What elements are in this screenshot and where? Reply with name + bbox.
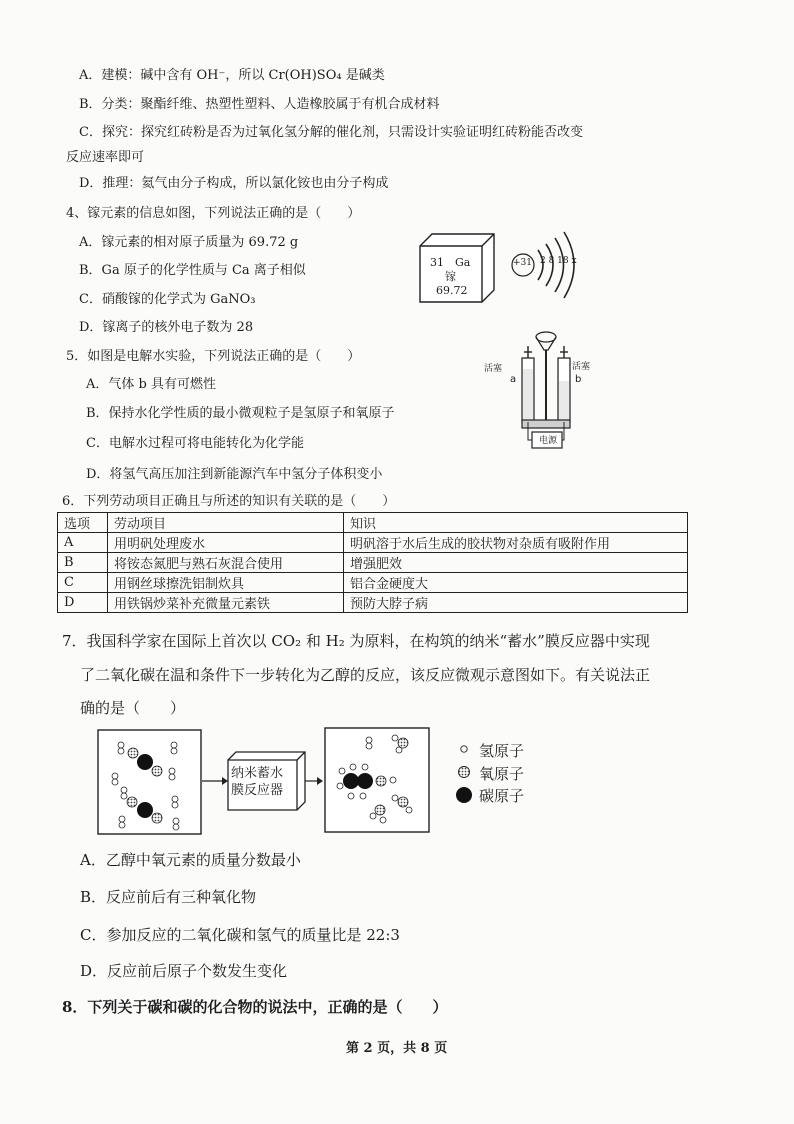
q5-option-a: A．气体 b 具有可燃性 <box>86 377 216 392</box>
reactor-label-line2: 膜反应器 <box>231 783 284 798</box>
gas-b-label: b <box>575 374 582 385</box>
electrolysis-apparatus-figure <box>498 328 602 452</box>
table-header-row <box>58 513 688 533</box>
legend-hydrogen: 氢原子 <box>479 742 525 760</box>
legend-carbon: 碳原子 <box>479 787 525 805</box>
reactor-label-line1: 纳米蓄水 <box>231 766 284 781</box>
prev-option-c-cont: 反应速率即可 <box>66 150 145 165</box>
q6-table <box>57 512 688 613</box>
q7-option-b: B．反应前后有三种氧化物 <box>80 888 257 906</box>
table-cell: 明矾溶于水后生成的胶状物对杂质有吸附作用 <box>344 533 688 553</box>
q6-stem: 6．下列劳动项目正确且与所述的知识有关联的是（ ） <box>62 494 396 509</box>
element-number-symbol: 31 Ga <box>430 256 471 269</box>
table-row <box>58 553 688 573</box>
q5-option-c: C．电解水过程可将电能转化为化学能 <box>86 436 304 451</box>
prev-option-d: D．推理：氦气由分子构成，所以氯化铵也由分子构成 <box>79 176 389 191</box>
q7-stem-line1: 7．我国科学家在国际上首次以 CO₂ 和 H₂ 为原料，在构筑的纳米“蓄水”膜反应器中实现 <box>62 632 650 650</box>
table-cell: 用钢丝球擦洗铝制炊具 <box>108 573 344 593</box>
q7-option-c: C．参加反应的二氧化碳和氢气的质量比是 22:3 <box>80 926 400 944</box>
element-name: 镓 <box>445 270 456 283</box>
atom-legend-icons <box>455 740 475 804</box>
q4-stem: 4、镓元素的信息如图，下列说法正确的是（ ） <box>66 206 361 221</box>
table-cell: 用铁锅炒菜补充微量元素铁 <box>108 593 344 613</box>
valve-label-left: 活塞 <box>484 364 503 374</box>
power-supply-label: 电源 <box>539 436 558 446</box>
gas-a-label: a <box>510 374 517 385</box>
q4-option-c: C．硝酸镓的化学式为 GaNO₃ <box>79 292 256 307</box>
atom-nucleus-charge: +31 <box>513 258 532 268</box>
q7-option-a: A．乙醇中氧元素的质量分数最小 <box>80 851 301 869</box>
prev-option-b: B．分类：聚酯纤维、热塑性塑料、人造橡胶属于有机合成材料 <box>79 97 440 112</box>
table-cell: 用明矾处理废水 <box>108 533 344 553</box>
table-header-cell: 选项 <box>58 513 108 533</box>
atom-shell-electrons: 2 8 18 x <box>540 256 577 266</box>
q4-option-b: B．Ga 原子的化学性质与 Ca 离子相似 <box>79 263 306 278</box>
q7-stem-line3: 确的是（ ） <box>80 699 186 717</box>
table-row <box>58 593 688 613</box>
valve-label-right: 活塞 <box>572 362 591 372</box>
table-cell: C <box>58 573 108 593</box>
table-header-cell: 知识 <box>344 513 688 533</box>
prev-option-a: A．建模：碱中含有 OH⁻，所以 Cr(OH)SO₄ 是碱类 <box>79 68 385 83</box>
hydrogen-atom-icon <box>461 746 467 752</box>
prev-option-c: C．探究：探究红砖粉是否为过氧化氢分解的催化剂，只需设计实验证明红砖粉能否改变 <box>79 125 583 140</box>
table-row <box>58 533 688 553</box>
table-cell: 将铵态氮肥与熟石灰混合使用 <box>108 553 344 573</box>
legend-oxygen: 氧原子 <box>479 765 525 783</box>
q4-option-d: D．镓离子的核外电子数为 28 <box>79 320 254 335</box>
q7-option-d: D．反应前后原子个数发生变化 <box>80 962 288 980</box>
table-header-cell: 劳动项目 <box>108 513 344 533</box>
table-cell: A <box>58 533 108 553</box>
table-cell: D <box>58 593 108 613</box>
table-cell: B <box>58 553 108 573</box>
q5-option-d: D．将氢气高压加注到新能源汽车中氢分子体积变小 <box>86 467 383 482</box>
q5-option-b: B．保持水化学性质的最小微观粒子是氢原子和氧原子 <box>86 406 395 421</box>
oxygen-atom-icon <box>459 767 470 778</box>
table-cell: 增强肥效 <box>344 553 688 573</box>
page-footer: 第 2 页，共 8 页 <box>346 1041 448 1056</box>
q7-stem-line2: 了二氧化碳在温和条件下一步转化为乙醇的反应，该反应微观示意图如下。有关说法正 <box>80 666 651 684</box>
q8-stem: 8．下列关于碳和碳的化合物的说法中，正确的是（ ） <box>62 998 448 1016</box>
table-cell: 铝合金硬度大 <box>344 573 688 593</box>
table-row <box>58 573 688 593</box>
q5-stem: 5．如图是电解水实验，下列说法正确的是（ ） <box>66 349 361 364</box>
carbon-atom-icon <box>456 787 472 803</box>
element-mass: 69.72 <box>436 284 468 297</box>
reaction-diagram <box>97 726 447 838</box>
table-cell: 预防大脖子病 <box>344 593 688 613</box>
q4-option-a: A．镓元素的相对原子质量为 69.72 g <box>79 235 299 250</box>
